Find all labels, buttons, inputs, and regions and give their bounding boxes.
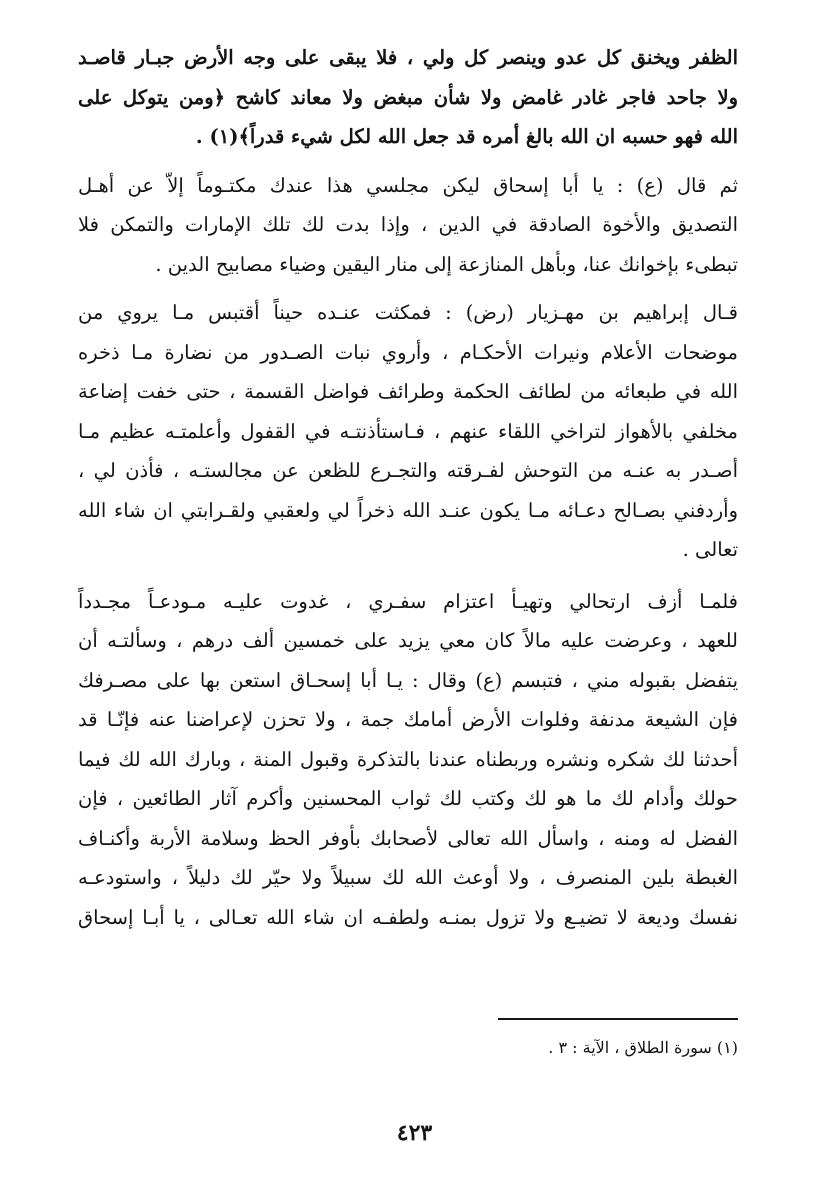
text-line: للعهد ، وعرضت عليه مالاً كان معي يزيد على خمسين ألف درهم ، وسألتـه أن: [78, 629, 738, 652]
text-line: أحدثنا لك شكره ونشره وربطناه عندنا بالتذكرة وقبول المنة ، وبارك الله لك فيما: [78, 747, 738, 771]
text-line: تبطىء بإخوانك عنا، وبأهل المنازعة إلى منار اليقين وضياء مصابيح الدين .: [155, 252, 738, 276]
text-line: الفضل له ومنه ، واسأل الله تعالى لأصحابك بأوفر الحظ وسلامة الأربة وأكنـاف: [78, 826, 738, 850]
text-line: فلمـا أزف ارتحالي وتهيـأ اعتزام سفـري ، غدوت عليـه مـودعـاً مجـدداً: [78, 589, 738, 613]
footnote: (١) سورة الطلاق ، الآية : ٣ .: [548, 1038, 738, 1057]
page-number: ٤٢٣: [396, 1120, 433, 1146]
text-line: موضحات الأعلام ونيرات الأحكـام ، وأروي نبات الصـدور من نضارة مـا ذخره: [78, 340, 738, 364]
text-line: يتفضل بقبوله مني ، فتبسم (ع) وقال : يـا أبا إسحـاق استعن بها على مصـرفك: [78, 668, 738, 692]
text-line: وأردفني بصـالح دعـائه مـا يكون عنـد الله ذخراً لي ولعقبي ولقـرابتي ان شاء الله: [78, 498, 738, 522]
text-line: ثم قال (ع) : يا أبا إسحاق ليكن مجلسي هذا عندك مكتـوماً إلاّ عن أهـل: [78, 173, 738, 197]
text-line: تعالى .: [682, 538, 738, 561]
text-line: قـال إبراهيم بن مهـزيار (رض) : فمكثت عنـده حيناً أقتبس مـا يروي من: [78, 301, 738, 324]
text-line: ولا جاحد فاجر غادر غامض ولا شأن مبغض ولا معاند كاشح ﴿ومن يتوكل على: [78, 85, 738, 109]
page-body: [78, 38, 738, 937]
paragraph: [78, 38, 738, 157]
paragraph: [78, 293, 738, 570]
text-line: الله فهو حسبه ان الله بالغ أمره قد جعل الله لكل شيء قدراً﴾(١) .: [195, 125, 738, 148]
paragraph: [78, 582, 738, 938]
text-line: أصـدر به عنـه من التوحش لفـرقته والتجـرع للظعن عن مجالستـه ، فأذن لي ،: [78, 459, 738, 482]
text-line: الغبطة بلين المنصرف ، ولا أوعث الله لك سبيلاً ولا حيّر لك دليلاً ، واستودعـه: [78, 866, 738, 889]
text-line: حولك وأدام لك ما هو لك وكتب لك ثواب المحسنين وأكرم آثار الطائعين ، فإن: [78, 787, 738, 810]
text-line: نفسك وديعة لا تضيـع ولا تزول بمنـه ولطفـه ان شاء الله تعـالى ، يا أبـا إسحاق: [78, 905, 738, 929]
text-line: التصديق والأخوة الصادقة في الدين ، وإذا بدت لك تلك الإمارات والتمكن فلا: [78, 213, 738, 236]
text-line: فإن الشيعة مدنفة وفلوات الأرض أمامك جمة ، ولا تحزن لإعراضنا عنه فإنّـا قد: [78, 708, 738, 731]
paragraph: [78, 166, 738, 285]
text-line: الظفر ويخنق كل عدو وينصر كل ولي ، فلا يبقى على وجه الأرض جبـار قاصـد: [78, 46, 738, 69]
text-line: الله في طبعائه من لطائف الحكمة وطرائف فواضل القسمة ، حتى خفت إضاعة: [78, 380, 738, 403]
text-line: مخلفي بالأهواز لتراخي اللقاء عنهم ، فـاستأذنتـه في القفول وأعلمتـه عظيم مـا: [78, 419, 738, 443]
footnote-divider: [498, 1018, 738, 1020]
